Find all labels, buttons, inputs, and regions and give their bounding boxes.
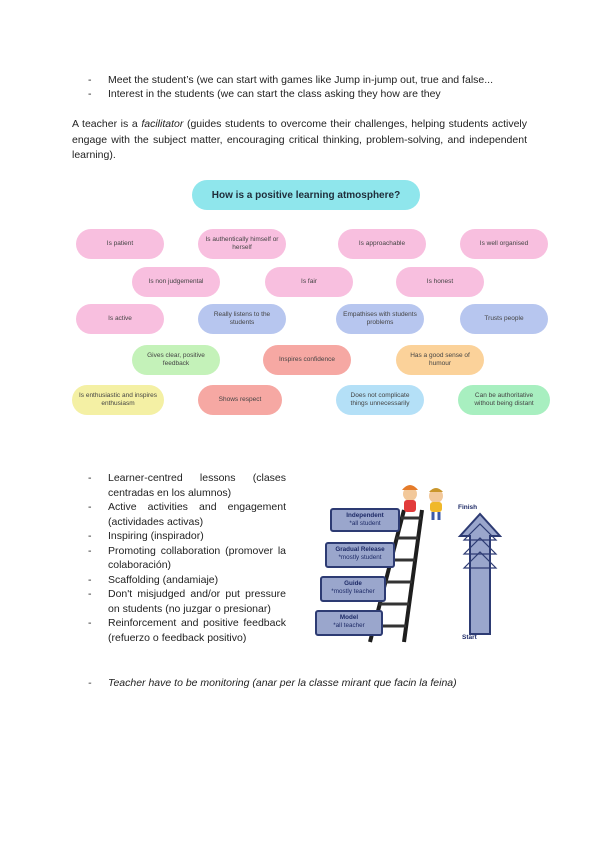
intro-text-start: A teacher is a bbox=[72, 118, 142, 130]
pill-is-fair: Is fair bbox=[265, 267, 353, 297]
pill-is-patient: Is patient bbox=[76, 229, 164, 259]
list-item: - Promoting collaboration (promover la colaboración) bbox=[88, 544, 286, 573]
list-item: - Reinforcement and positive feedback (refuerzo o feedback positivo) bbox=[88, 616, 286, 645]
pill-is-well-organised: Is well organised bbox=[460, 229, 548, 259]
scaffolding-ladder-figure bbox=[312, 484, 502, 644]
list-item: - Learner-centred lessons (clases centradas en los alumnos) bbox=[88, 471, 286, 500]
stage-independent bbox=[330, 508, 400, 532]
pill-empathises: Empathises with students problems bbox=[336, 304, 424, 334]
infographic-title: How is a positive learning atmosphere? bbox=[192, 180, 420, 210]
bottom-bullet-list bbox=[88, 471, 286, 645]
pill-inspires-confidence: Inspires confidence bbox=[263, 345, 351, 375]
list-item: - Interest in the students (we can start the class asking they how are they bbox=[88, 87, 548, 101]
list-item: - Meet the student’s (we can start with games like Jump in-jump out, true and false... bbox=[88, 73, 548, 87]
facilitator-term: facilitator bbox=[141, 118, 184, 130]
pill-really-listens: Really listens to the students bbox=[198, 304, 286, 334]
start-label: Start bbox=[462, 634, 477, 641]
intro-paragraph bbox=[72, 117, 527, 164]
top-bullet-list bbox=[88, 73, 548, 101]
stage-subtitle: *mostly teacher bbox=[331, 588, 375, 595]
pill-is-enthusiastic: Is enthusiastic and inspires enthusiasm bbox=[72, 385, 164, 415]
pill-is-active: Is active bbox=[76, 304, 164, 334]
pill-is-authentic: Is authentically himself or herself bbox=[198, 229, 286, 259]
pill-shows-respect: Shows respect bbox=[198, 385, 282, 415]
stage-title: Independent bbox=[346, 512, 384, 519]
pill-is-approachable: Is approachable bbox=[338, 229, 426, 259]
progress-arrow bbox=[460, 514, 500, 634]
list-item: - Don't misjudged and/or put pressure on students (no juzgar o presionar) bbox=[88, 587, 286, 616]
list-item: - Active activities and engagement (actividades activas) bbox=[88, 500, 286, 529]
pill-can-be-authoritative: Can be authoritative without being distant bbox=[458, 385, 550, 415]
pill-sense-of-humour: Has a good sense of humour bbox=[396, 345, 484, 375]
pill-gives-feedback: Gives clear, positive feedback bbox=[132, 345, 220, 375]
monitoring-bullet bbox=[88, 676, 548, 690]
list-item: - Scaffolding (andamiaje) bbox=[88, 573, 286, 588]
positive-learning-atmosphere-infographic bbox=[70, 178, 550, 418]
finish-label: Finish bbox=[458, 504, 478, 511]
pill-trusts-people: Trusts people bbox=[460, 304, 548, 334]
stage-gradual-release bbox=[325, 542, 395, 568]
stage-title: Model bbox=[339, 614, 359, 621]
intro-text-end: (guides students to overcome their challenges, helping students actively engage with the subject matter, encouraging critical thinking, problem-solving, and independent learning). bbox=[72, 118, 528, 161]
stage-title: Gradual Release bbox=[335, 546, 385, 553]
stage-model bbox=[315, 610, 383, 636]
stage-title: Guide bbox=[344, 580, 362, 587]
list-item: - Inspiring (inspirador) bbox=[88, 529, 286, 544]
stage-subtitle: *mostly student bbox=[338, 554, 382, 561]
list-item: - Teacher have to be monitoring (anar per la classe mirant que facin la feina) bbox=[88, 676, 548, 690]
pill-is-honest: Is honest bbox=[396, 267, 484, 297]
stage-subtitle: *all teacher bbox=[333, 622, 365, 629]
stage-guide bbox=[320, 576, 386, 602]
pill-is-non-judgemental: Is non judgemental bbox=[132, 267, 220, 297]
stage-subtitle: *all student bbox=[349, 520, 381, 527]
pill-does-not-complicate: Does not complicate things unnecessarily bbox=[336, 385, 424, 415]
